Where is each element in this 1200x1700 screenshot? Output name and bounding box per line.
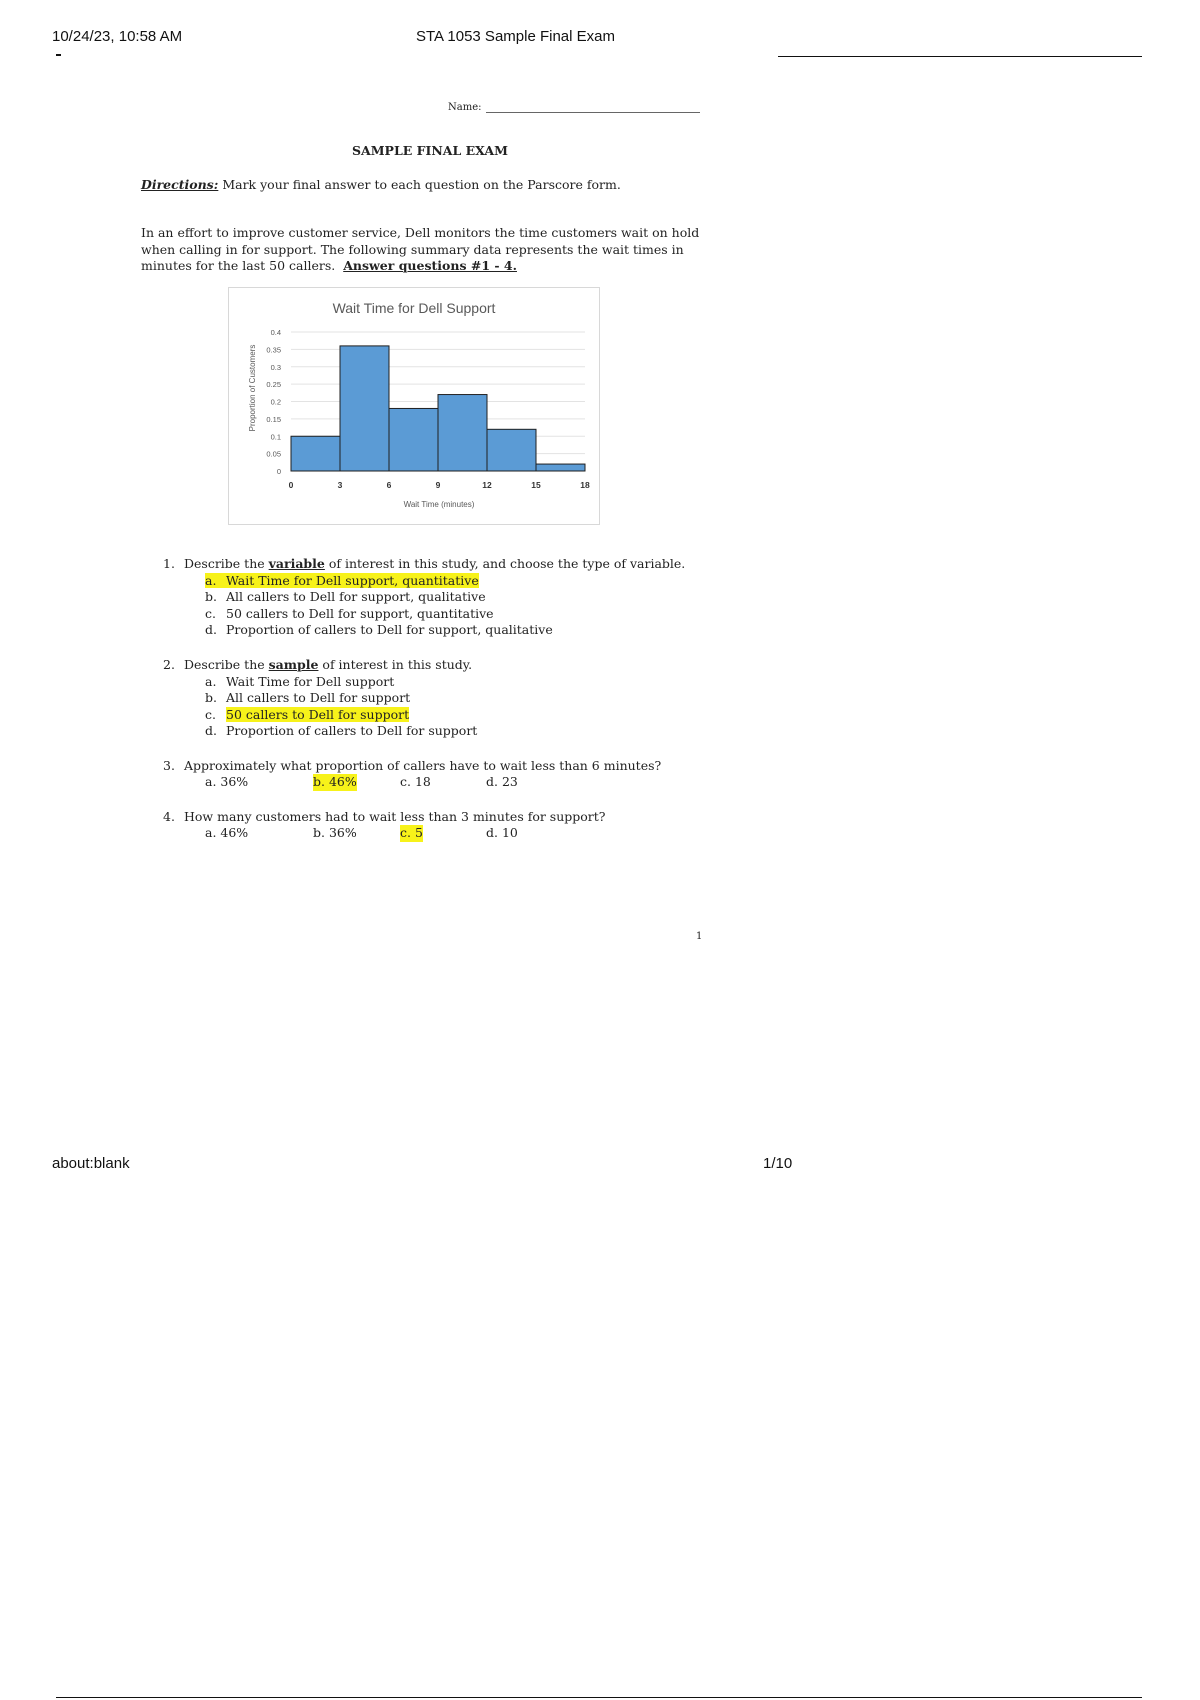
histogram-bar bbox=[389, 408, 438, 471]
question-2-stem bbox=[163, 657, 723, 674]
chart-title: Wait Time for Dell Support bbox=[332, 300, 496, 316]
intro-answer-note: Answer questions #1 - 4. bbox=[343, 258, 517, 273]
histogram-bar bbox=[536, 464, 585, 471]
y-axis-label: Proportion of Customers bbox=[248, 344, 257, 432]
question-4-option-b[interactable]: b. 36% bbox=[313, 825, 357, 840]
question-3-stem bbox=[163, 758, 723, 775]
name-line[interactable] bbox=[486, 112, 700, 113]
question-4-stem bbox=[163, 809, 723, 826]
histogram-bar bbox=[487, 429, 536, 471]
y-tick-labels bbox=[266, 328, 281, 476]
question-2 bbox=[163, 657, 723, 740]
question-3-option-a[interactable]: a. 36% bbox=[205, 774, 249, 789]
question-1-option-c[interactable]: c. 50 callers to Dell for support, quantitative bbox=[205, 605, 494, 621]
question-1-text-b: of interest in this study, and choose the type of variable. bbox=[324, 556, 686, 571]
y-tick-label: 0.05 bbox=[266, 449, 281, 459]
intro-line-3: minutes for the last 50 callers. bbox=[141, 258, 336, 273]
question-2-option-a[interactable]: a. Wait Time for Dell support bbox=[205, 673, 395, 689]
question-2-text-a: Describe the bbox=[184, 657, 269, 672]
header-rule bbox=[778, 56, 1142, 57]
question-4-option-a[interactable]: a. 46% bbox=[205, 825, 249, 840]
intro-line-1: In an effort to improve customer service, Dell monitors the time customers wait on hold bbox=[141, 225, 700, 240]
x-axis-label: Wait Time (minutes) bbox=[403, 500, 475, 509]
question-1-number: 1. bbox=[163, 556, 175, 571]
question-1-stem bbox=[163, 556, 723, 573]
question-1-option-a[interactable]: a. Wait Time for Dell support, quantitative bbox=[205, 572, 479, 588]
question-4 bbox=[163, 809, 723, 845]
question-2-number: 2. bbox=[163, 657, 175, 672]
x-tick-label: 12 bbox=[482, 480, 492, 490]
question-2-option-d[interactable]: d. Proportion of callers to Dell for support bbox=[205, 723, 478, 738]
histogram-bar bbox=[291, 436, 340, 471]
histogram-bar bbox=[340, 346, 389, 471]
header-mark bbox=[56, 54, 61, 56]
y-tick-label: 0 bbox=[276, 467, 281, 476]
histogram-chart bbox=[228, 287, 600, 525]
question-3-text: Approximately what proportion of callers have to wait less than 6 minutes? bbox=[184, 758, 662, 773]
question-2-keyword: sample bbox=[268, 657, 319, 672]
name-label: Name: bbox=[448, 102, 482, 113]
question-3-option-c[interactable]: c. 18 bbox=[400, 774, 431, 789]
y-tick-label: 0.35 bbox=[266, 345, 281, 355]
print-page-count: 1/10 bbox=[763, 1155, 793, 1172]
y-tick-label: 0.4 bbox=[270, 328, 281, 337]
question-2-text-b: of interest in this study. bbox=[318, 657, 473, 672]
question-2-option-c[interactable]: c. 50 callers to Dell for support bbox=[205, 706, 410, 722]
histogram-bar bbox=[438, 395, 487, 471]
directions bbox=[141, 177, 621, 194]
chart-bars bbox=[291, 346, 585, 471]
y-tick-label: 0.15 bbox=[266, 414, 281, 424]
question-3-option-b[interactable]: b. 46% bbox=[313, 774, 357, 789]
question-4-option-c[interactable]: c. 5 bbox=[400, 825, 423, 840]
directions-label: Directions: bbox=[141, 177, 219, 192]
question-1 bbox=[163, 556, 723, 639]
exam-title: SAMPLE FINAL EXAM bbox=[352, 143, 508, 158]
question-4-text: How many customers had to wait less than 3 minutes for support? bbox=[184, 809, 606, 824]
y-tick-label: 0.25 bbox=[266, 380, 281, 390]
question-4-option-d[interactable]: d. 10 bbox=[486, 825, 518, 840]
y-tick-label: 0.1 bbox=[270, 432, 281, 442]
intro-paragraph bbox=[141, 225, 701, 275]
question-4-number: 4. bbox=[163, 809, 175, 824]
histogram-svg bbox=[229, 288, 599, 524]
exam-page-number: 1 bbox=[696, 931, 703, 942]
x-tick-label: 3 bbox=[337, 480, 343, 490]
question-1-option-d[interactable]: d. Proportion of callers to Dell for support, qualitative bbox=[205, 622, 553, 637]
intro-line-3-wrap bbox=[141, 258, 701, 275]
y-tick-label: 0.3 bbox=[270, 362, 281, 372]
question-1-keyword: variable bbox=[268, 556, 325, 571]
x-tick-labels bbox=[289, 480, 590, 490]
print-datetime: 10/24/23, 10:58 AM bbox=[52, 28, 183, 45]
x-tick-label: 18 bbox=[580, 480, 590, 490]
question-3-number: 3. bbox=[163, 758, 175, 773]
directions-text: Mark your final answer to each question on the Parscore form. bbox=[222, 177, 621, 192]
question-3 bbox=[163, 758, 723, 794]
question-1-option-b[interactable]: b. All callers to Dell for support, qualitative bbox=[205, 589, 486, 604]
question-2-option-b[interactable]: b. All callers to Dell for support bbox=[205, 690, 411, 705]
question-1-text-a: Describe the bbox=[184, 556, 269, 571]
print-url: about:blank bbox=[52, 1155, 130, 1172]
intro-line-2: when calling in for support. The following summary data represents the wait times in bbox=[141, 241, 684, 257]
x-tick-label: 15 bbox=[531, 480, 541, 490]
x-tick-label: 0 bbox=[288, 480, 294, 490]
question-3-option-d[interactable]: d. 23 bbox=[486, 774, 518, 789]
x-tick-label: 6 bbox=[386, 480, 392, 490]
print-title: STA 1053 Sample Final Exam bbox=[416, 28, 615, 45]
y-tick-label: 0.2 bbox=[270, 397, 281, 407]
x-tick-label: 9 bbox=[435, 480, 441, 490]
bottom-rule bbox=[56, 1697, 1142, 1698]
